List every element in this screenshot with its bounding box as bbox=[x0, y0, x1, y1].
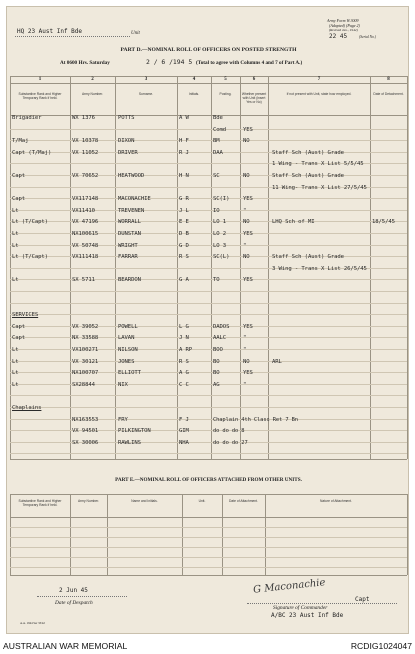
part-d-column-header: Whether present with Unit (insert Yes or No) bbox=[241, 92, 267, 104]
part-d-ruled-line bbox=[10, 384, 407, 385]
part-d-cell-rank: Lt (T/Capt) bbox=[12, 254, 48, 261]
part-d-cell-post: TO bbox=[213, 277, 220, 284]
part-d-cell-num: NX 33588 bbox=[72, 335, 99, 342]
part-d-cell-name: DIXON bbox=[118, 138, 135, 145]
part-d-cell-pres: YES bbox=[243, 277, 253, 284]
part-d-ruled-line bbox=[10, 453, 407, 454]
part-d-cell-num: VX 70652 bbox=[72, 173, 99, 179]
unit-label: Unit bbox=[131, 31, 140, 36]
part-d-cell-rank: T/Maj bbox=[12, 138, 29, 145]
part-d-cell-rank: Lt bbox=[12, 358, 19, 365]
part-d-cell-num: VX 50748 bbox=[72, 242, 99, 249]
part-d-ruled-line bbox=[10, 245, 407, 246]
part-d-column-header: Date of Detachment. bbox=[373, 92, 404, 96]
part-d-column-divider bbox=[407, 76, 408, 459]
form-id-line-1: Army Form W.3009 bbox=[327, 18, 359, 23]
part-d-cell-pres: NO bbox=[243, 219, 250, 226]
part-d-column-header: Substantive Rank and Higher Temporary Rank if held. bbox=[18, 92, 62, 100]
commander-label: Signature of Commander bbox=[273, 605, 328, 611]
part-d-cell-name: LAVAN bbox=[118, 335, 135, 342]
part-d-cell-rank: Capt bbox=[12, 323, 26, 330]
part-d-cell-post: AALC bbox=[213, 335, 227, 342]
part-e-column-divider bbox=[70, 494, 71, 575]
part-d-cell-init: E E bbox=[179, 219, 189, 226]
part-d-cell-post: SC(L) bbox=[213, 254, 230, 261]
part-d-cell-pres: " bbox=[243, 381, 247, 388]
part-e-column-header: Name and Initials. bbox=[131, 499, 158, 503]
commander-unit: A/BC 23 Aust Inf Bde bbox=[271, 612, 344, 619]
part-d-cell-pres: " bbox=[243, 347, 247, 353]
part-d-cell-pres: YES bbox=[243, 196, 253, 203]
part-d-ruled-line bbox=[10, 395, 407, 396]
part-d-cell-post: BO bbox=[213, 370, 220, 377]
part-d-cell-emp: 1 Wing - Trans X List 5/5/45 bbox=[272, 161, 364, 168]
part-d-cell-init: R J bbox=[179, 149, 189, 156]
part-d-cell-pres: " bbox=[243, 207, 247, 214]
part-d-cell-init: R S bbox=[179, 254, 189, 261]
part-d-bottom-border bbox=[10, 459, 407, 460]
part-d-cell-emp: Staff Sch (Aust) Grade bbox=[272, 173, 344, 179]
part-d-ruled-line bbox=[10, 129, 407, 130]
part-d-cell-rank: Lt bbox=[12, 231, 19, 237]
part-d-cell-post: IO bbox=[213, 207, 220, 214]
part-d-cell-init: R S bbox=[179, 358, 189, 365]
part-d-cell-name: WORRALL bbox=[118, 219, 141, 226]
part-d-cell-pres: " bbox=[243, 335, 247, 342]
part-d-cell-post: SC(I) bbox=[213, 196, 230, 203]
part-d-cell-rank: Lt bbox=[12, 277, 19, 284]
part-d-cell-rank: SERVICES bbox=[12, 312, 39, 319]
part-d-cell-init: NHA bbox=[179, 439, 189, 446]
part-d-cell-name: JONES bbox=[118, 358, 135, 365]
unit-underline bbox=[15, 36, 130, 37]
part-d-cell-name: POWELL bbox=[118, 323, 138, 330]
part-d-cell-post: LO 1 bbox=[213, 219, 227, 226]
part-d-cell-init: H N bbox=[179, 173, 189, 179]
part-d-cell-name: TREVENEN bbox=[118, 207, 145, 214]
part-d-cell-post: AG bbox=[213, 381, 220, 388]
form-sheet bbox=[6, 6, 409, 634]
part-d-cell-name: FRY bbox=[118, 416, 128, 423]
part-d-cell-pres: YES bbox=[243, 126, 253, 133]
part-d-cell-rank: Capt bbox=[12, 173, 26, 179]
part-d-cell-post: do do do 27 bbox=[213, 439, 248, 446]
part-d-ruled-line bbox=[10, 349, 407, 350]
part-d-column-number: 4 bbox=[192, 77, 196, 82]
serial-number: 22 45 bbox=[329, 33, 348, 40]
part-d-cell-num: VX111418 bbox=[72, 254, 99, 261]
part-d-ruled-line bbox=[10, 291, 407, 292]
part-d-cell-init: L G bbox=[179, 323, 189, 330]
part-d-column-number: 1 bbox=[38, 77, 42, 82]
part-d-ruled-line bbox=[10, 140, 407, 141]
part-d-cell-rank: Brigadier bbox=[12, 115, 42, 121]
date-line-prefix: At 0600 Hrs. Saturday bbox=[60, 60, 110, 66]
part-e-column-header: Nature of Attachment. bbox=[320, 499, 352, 503]
part-d-cell-rank: Lt bbox=[12, 207, 19, 214]
part-e-bottom-border bbox=[10, 575, 407, 576]
part-d-column-number: 8 bbox=[387, 77, 390, 82]
part-d-cell-emp: 3 Wing - Trans X List 26/5/45 bbox=[272, 265, 367, 272]
despatch-date: 2 Jun 45 bbox=[59, 587, 88, 594]
part-d-cell-num: VX 11052 bbox=[72, 149, 99, 156]
part-d-ruled-line bbox=[10, 337, 407, 338]
part-d-cell-emp: ARL bbox=[272, 358, 282, 365]
part-d-cell-init: GIM bbox=[179, 428, 189, 435]
part-d-cell-post: BO bbox=[213, 358, 220, 365]
commander-signature: G Maconachie bbox=[252, 577, 326, 596]
signature-underline bbox=[247, 603, 397, 604]
part-d-cell-emp: Staff Sch (Aust) Grade bbox=[272, 254, 344, 261]
part-d-ruled-line bbox=[10, 326, 407, 327]
part-d-cell-post: LO 2 bbox=[213, 231, 227, 237]
part-d-cell-date: 18/5/45 bbox=[372, 219, 395, 226]
part-e-ruled-line bbox=[10, 527, 407, 528]
part-d-ruled-line bbox=[10, 175, 407, 176]
part-d-ruled-line bbox=[10, 430, 407, 431]
part-d-cell-rank: Capt bbox=[12, 196, 26, 203]
part-d-cell-init: J L bbox=[179, 207, 189, 214]
part-d-cell-name: ELLIOTT bbox=[118, 370, 141, 377]
archive-footer bbox=[0, 640, 415, 654]
part-d-cell-emp: Staff Sch (Aust) Grade bbox=[272, 149, 344, 156]
part-d-cell-rank: Capt (T/Maj) bbox=[12, 149, 52, 156]
date-line-suffix: (Total to agree with Columns 4 and 7 of Part A.) bbox=[196, 60, 303, 66]
part-d-cell-rank: Chaplains bbox=[12, 405, 42, 411]
part-d-cell-init: H F bbox=[179, 138, 189, 145]
part-d-cell-pres: YES bbox=[243, 323, 253, 330]
part-d-ruled-line bbox=[10, 256, 407, 257]
part-d-cell-num: VX 39052 bbox=[72, 323, 99, 330]
part-e-ruled-line bbox=[10, 537, 407, 538]
part-d-cell-post: Bde bbox=[213, 115, 223, 121]
part-d-cell-name: NILSON bbox=[118, 347, 138, 353]
part-d-cell-pres: NO bbox=[243, 173, 250, 179]
part-d-ruled-line bbox=[10, 221, 407, 222]
part-e-column-divider bbox=[407, 494, 408, 575]
part-d-cell-emp: LHQ Sch of MI bbox=[272, 219, 315, 226]
part-d-cell-init: J N bbox=[179, 335, 189, 342]
part-d-cell-num: SX28844 bbox=[72, 381, 95, 388]
part-d-cell-post: DADOS bbox=[213, 323, 230, 330]
part-d-cell-num: SX 30006 bbox=[72, 439, 99, 446]
archive-reference: RCDIG1024047 bbox=[350, 641, 412, 651]
part-d-cell-num: VX 30121 bbox=[72, 358, 99, 365]
part-d-cell-init: G A bbox=[179, 277, 189, 284]
part-d-cell-name: POTTS bbox=[118, 115, 135, 121]
part-e-column-header: Unit. bbox=[198, 499, 206, 503]
part-d-cell-pres: " bbox=[243, 242, 247, 249]
despatch-underline bbox=[37, 596, 127, 597]
part-d-cell-name: DRIVER bbox=[118, 149, 138, 156]
unit-value: HQ 23 Aust Inf Bde bbox=[17, 28, 83, 35]
part-d-cell-num: VX 47196 bbox=[72, 219, 99, 226]
part-d-cell-init: A RP bbox=[179, 347, 193, 353]
part-d-column-number: 2 bbox=[91, 77, 94, 82]
part-e-ruled-line bbox=[10, 557, 407, 558]
part-d-column-header: Army Number. bbox=[81, 92, 104, 96]
part-d-cell-num: WX 1376 bbox=[72, 115, 95, 121]
part-d-cell-post: BOO bbox=[213, 347, 223, 353]
part-d-title: PART D.—NOMINAL ROLL OF OFFICERS ON POSTED STRENGTH bbox=[120, 47, 297, 53]
part-e-column-divider bbox=[107, 494, 108, 575]
part-d-cell-post: SC bbox=[213, 173, 220, 179]
part-d-cell-num: VX100271 bbox=[72, 347, 99, 353]
part-d-cell-init: A W bbox=[179, 115, 189, 121]
part-d-cell-pres: NO bbox=[243, 138, 250, 145]
part-d-cell-num: NX163553 bbox=[72, 416, 99, 423]
part-e-column-divider bbox=[265, 494, 266, 575]
part-d-cell-post: LO 3 bbox=[213, 242, 227, 249]
serial-label: (Serial No.) bbox=[359, 35, 376, 39]
part-d-cell-name: FARRAR bbox=[118, 254, 138, 261]
signer-rank: Capt bbox=[355, 596, 370, 603]
part-d-cell-name: RAWLINS bbox=[118, 439, 141, 446]
form-id-line-2: (Adapted) (Page 2) bbox=[329, 23, 360, 28]
part-d-ruled-line bbox=[10, 152, 407, 153]
part-d-cell-post: Comd bbox=[213, 126, 227, 133]
part-d-cell-pres: YES bbox=[243, 231, 253, 237]
part-d-cell-name: MACONACHIE bbox=[118, 196, 151, 203]
part-d-cell-num: NX100707 bbox=[72, 370, 99, 377]
part-d-cell-emp: 11 Wing- Trans X List 27/5/45 bbox=[272, 184, 367, 191]
part-d-cell-init: G R bbox=[179, 196, 189, 203]
part-d-cell-pres: YES bbox=[243, 370, 253, 377]
date-value: 2 / 6 /194 5 bbox=[146, 58, 193, 66]
part-d-cell-init: F J bbox=[179, 416, 189, 423]
part-d-cell-name: BEARDON bbox=[118, 277, 141, 284]
despatch-label: Date of Despatch bbox=[55, 600, 93, 606]
part-d-cell-name: WRIGHT bbox=[118, 242, 138, 249]
part-e-title: PART E.—NOMINAL ROLL OF OFFICERS ATTACHED FROM OTHER UNITS. bbox=[115, 477, 302, 483]
part-d-cell-name: DUNSTAN bbox=[118, 231, 141, 237]
part-d-cell-rank: Capt bbox=[12, 335, 26, 342]
part-d-cell-init: D B bbox=[179, 231, 189, 237]
part-d-ruled-line bbox=[10, 303, 407, 304]
part-d-cell-post: DAA bbox=[213, 149, 223, 156]
part-e-column-header: Army Number. bbox=[77, 499, 100, 503]
part-d-cell-name: PILKINGTON bbox=[118, 428, 151, 435]
part-d-cell-post: do do do 8 bbox=[213, 428, 245, 435]
part-d-cell-num: VX 10378 bbox=[72, 138, 99, 145]
part-d-column-header: Posting. bbox=[219, 92, 232, 96]
part-e-column-header: Date of Attachment. bbox=[229, 499, 258, 503]
part-d-ruled-line bbox=[10, 442, 407, 443]
part-d-cell-name: NIX bbox=[118, 381, 128, 388]
print-code: A.A. 1944 Ser 33/42 bbox=[20, 621, 45, 625]
part-d-ruled-line bbox=[10, 210, 407, 211]
part-d-cell-pres: NO bbox=[243, 254, 250, 261]
part-d-cell-rank: Lt bbox=[12, 370, 19, 377]
part-d-column-header: Surname. bbox=[138, 92, 154, 96]
part-d-cell-rank: Lt (T/Capt) bbox=[12, 219, 48, 226]
part-d-cell-rank: Lt bbox=[12, 242, 19, 249]
part-d-cell-num: SX 5711 bbox=[72, 277, 95, 284]
part-d-cell-init: A G bbox=[179, 370, 189, 377]
part-d-cell-post: BM bbox=[213, 138, 220, 145]
part-d-cell-num: VX117148 bbox=[72, 196, 99, 203]
part-d-column-number: 7 bbox=[317, 77, 321, 82]
part-d-cell-num: NX100615 bbox=[72, 231, 99, 237]
part-d-ruled-line bbox=[10, 198, 407, 199]
part-d-column-number: 6 bbox=[252, 77, 256, 82]
part-d-cell-rank: Lt bbox=[12, 347, 19, 353]
part-e-column-divider bbox=[222, 494, 223, 575]
part-d-cell-init: C C bbox=[179, 381, 189, 388]
part-e-column-divider bbox=[182, 494, 183, 575]
part-d-ruled-line bbox=[10, 361, 407, 362]
archive-institution: AUSTRALIAN WAR MEMORIAL bbox=[3, 641, 128, 651]
part-e-ruled-line bbox=[10, 547, 407, 548]
part-d-ruled-line bbox=[10, 407, 407, 408]
part-d-column-header: Initials. bbox=[188, 92, 200, 96]
part-d-column-number: 3 bbox=[144, 77, 148, 82]
part-e-ruled-line bbox=[10, 567, 407, 568]
part-d-cell-num: VX11410 bbox=[72, 207, 95, 214]
form-id-line-3: (Revised Jan., 1942) bbox=[329, 28, 358, 32]
part-d-ruled-line bbox=[10, 279, 407, 280]
part-d-cell-init: G D bbox=[179, 242, 189, 249]
part-d-cell-pres: NO bbox=[243, 358, 250, 365]
part-e-column-header: Substantive Rank and Higher Temporary Rank if held. bbox=[18, 499, 62, 507]
part-d-ruled-line bbox=[10, 372, 407, 373]
part-d-cell-num: VX 94501 bbox=[72, 428, 99, 435]
part-d-cell-name: HEATWOOD bbox=[118, 173, 145, 179]
part-d-cell-rank: Lt bbox=[12, 381, 19, 388]
part-d-ruled-line bbox=[10, 419, 407, 420]
part-d-ruled-line bbox=[10, 233, 407, 234]
part-d-column-number: 5 bbox=[224, 77, 227, 82]
part-d-ruled-line bbox=[10, 314, 407, 315]
part-d-column-header: If not present with Unit, state how employed. bbox=[286, 92, 352, 96]
part-d-cell-post: Chaplain 4th Class Ret 7 Bn bbox=[213, 416, 298, 423]
